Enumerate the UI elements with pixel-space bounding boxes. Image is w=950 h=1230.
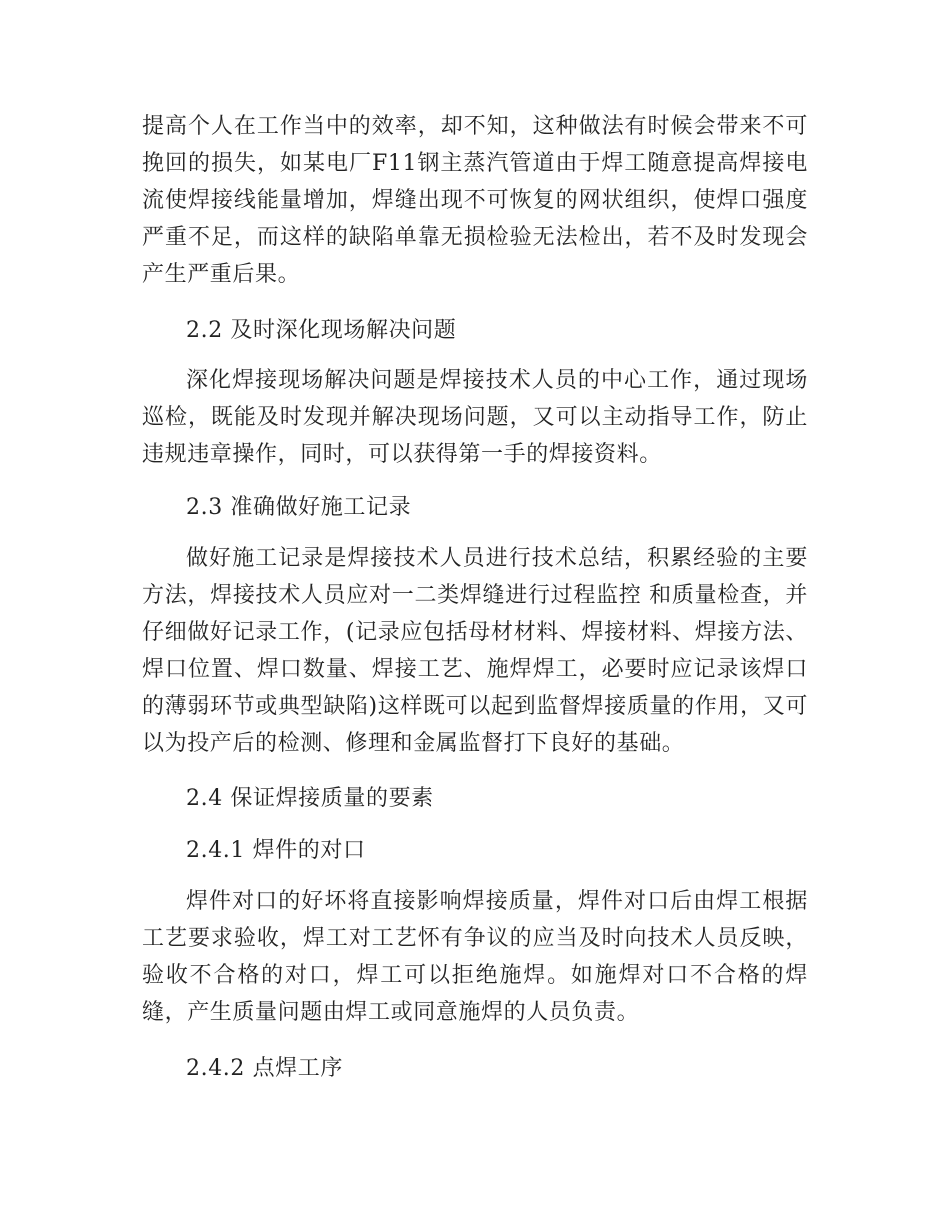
section-heading-2-2: 2.2 及时深化现场解决问题 [186,318,457,343]
paragraph-2-4-1: 焊件对口的好坏将直接影响焊接质量，焊件对口后由焊工根据工艺要求验收，焊工对工艺怀有争议的应当及时向技术人员反映，验收不合格的对口，焊工可以拒绝施焊。如施焊对口不合格的焊缝，产生质量问题由焊工或同意施焊的人员负责。 [142,889,808,1025]
paragraph-continuation: 提高个人在工作当中的效率，却不知，这种做法有时候会带来不可挽回的损失，如某电厂F11钢主蒸汽管道由于焊工随意提高焊接电流使焊接线能量增加，焊缝出现不可恢复的网状组织，使焊口强度严重不足，而这样的缺陷单靠无损检验无法检出，若不及时发现会产生严重后果。 [142,114,808,287]
section-heading-2-4: 2.4 保证焊接质量的要素 [186,786,434,811]
section-heading-2-3: 2.3 准确做好施工记录 [186,495,412,520]
section-heading-2-4-2: 2.4.2 点焊工序 [186,1056,343,1081]
paragraph-2-2: 深化焊接现场解决问题是焊接技术人员的中心工作，通过现场巡检，既能及时发现并解决现场问题，又可以主动指导工作，防止违规违章操作，同时，可以获得第一手的焊接资料。 [142,368,808,467]
section-heading-2-4-1: 2.4.1 焊件的对口 [186,838,366,863]
paragraph-2-3: 做好施工记录是焊接技术人员进行技术总结，积累经验的主要方法，焊接技术人员应对一二类焊缝进行过程监控 和质量检查，并仔细做好记录工作，(记录应包括母材材料、焊接材料、焊接方法、焊口位置、焊口数量、焊接工艺、施焊焊工，必要时应记录该焊口的薄弱环节或典型缺陷)这样既可以起到监督焊接质量的作用，又可以为投产后的检测、修理和金属监督打下良好的基础。 [142,546,808,756]
